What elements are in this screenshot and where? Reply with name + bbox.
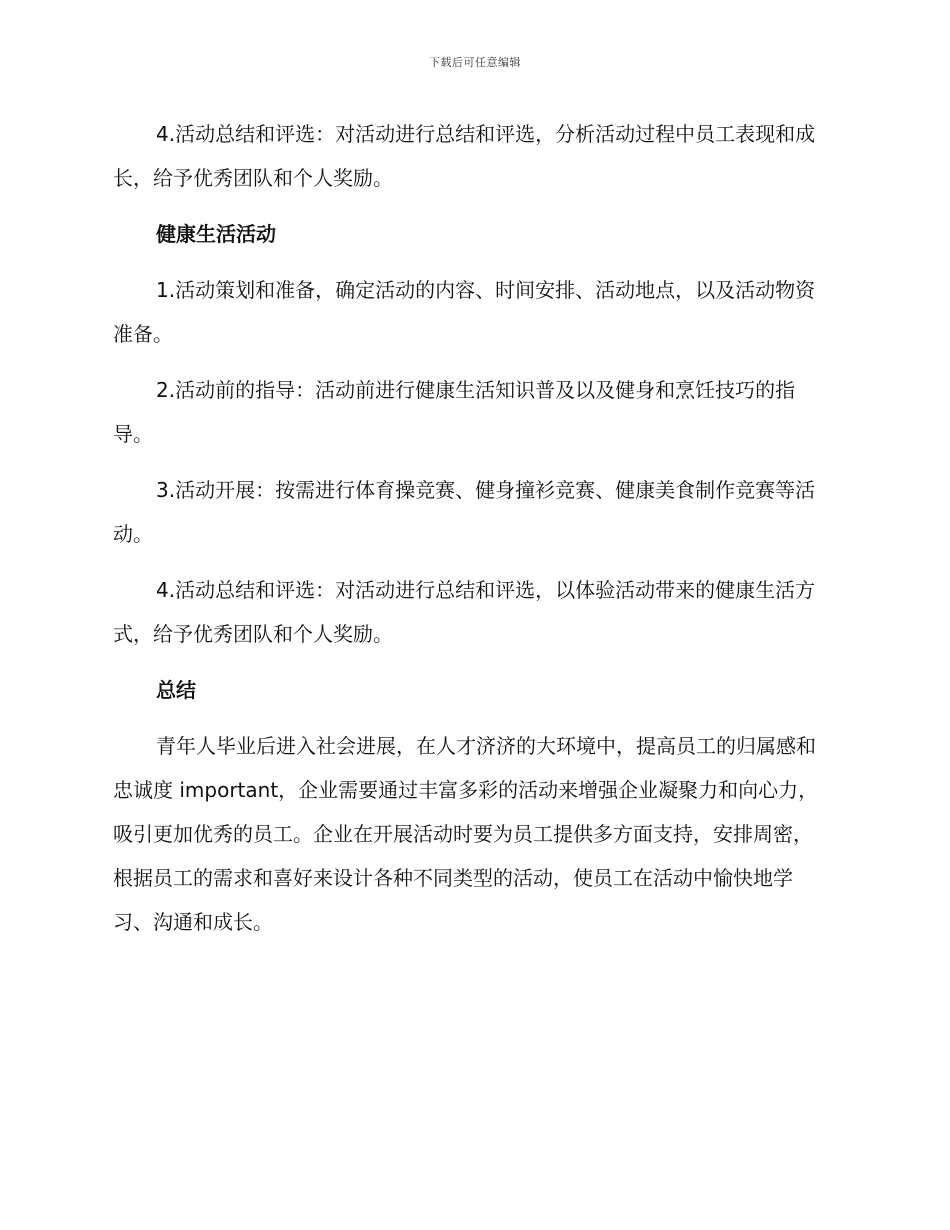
section-heading-summary: 总结 — [156, 678, 196, 702]
list-item-evaluation: 4.活动总结和评选：对活动进行总结和评选，以体验活动带来的健康生活方式，给予优秀团队和个人奖励。 — [113, 578, 816, 646]
document-body — [113, 112, 831, 956]
list-item-execution: 3.活动开展：按需进行体育操竞赛、健身撞衫竞赛、健康美食制作竞赛等活动。 — [113, 478, 816, 546]
paragraph-activity-summary: 4.活动总结和评选：对活动进行总结和评选，分析活动过程中员工表现和成长，给予优秀团队和个人奖励。 — [113, 122, 816, 190]
page-header-note: 下载后可任意编辑 — [429, 56, 521, 69]
list-item-planning: 1.活动策划和准备，确定活动的内容、时间安排、活动地点，以及活动物资准备。 — [113, 278, 816, 346]
section-heading-healthy-life: 健康生活活动 — [156, 222, 276, 246]
list-item-guidance: 2.活动前的指导：活动前进行健康生活知识普及以及健身和烹饪技巧的指导。 — [113, 378, 796, 446]
paragraph-summary: 青年人毕业后进入社会进展，在人才济济的大环境中，提高员工的归属感和忠诚度 important，企业需要通过丰富多彩的活动来增强企业凝聚力和向心力，吸引更加优秀的员工。企业在开展活动时要为员工提供多方面支持，安排周密，根据员工的需求和喜好来设计各种不同类型的活动，使员工在活动中愉快地学习、沟通和成长。 — [113, 734, 819, 934]
